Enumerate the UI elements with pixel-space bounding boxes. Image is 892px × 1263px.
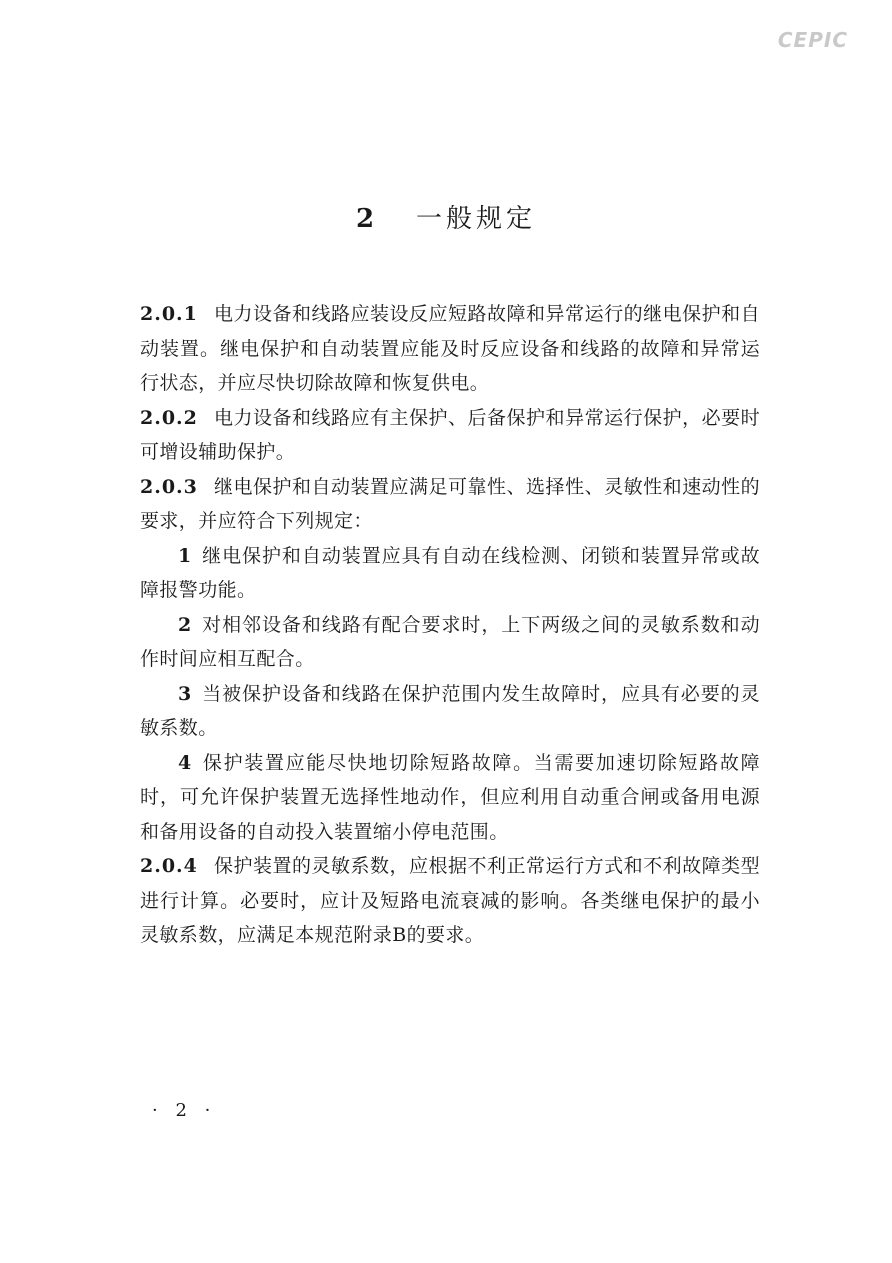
clause-2-0-1 <box>140 297 760 401</box>
page-number: · 2 · <box>152 1100 217 1121</box>
clause-2-0-2 <box>140 401 760 470</box>
list-item <box>140 539 760 608</box>
item-number: 1 <box>178 544 192 567</box>
list-item <box>140 746 760 850</box>
chapter-title-text: 一般规定 <box>416 204 537 234</box>
list-item <box>140 677 760 746</box>
item-number: 2 <box>178 613 192 636</box>
item-number: 4 <box>178 751 192 774</box>
item-text: 对相邻设备和线路有配合要求时，上下两级之间的灵敏系数和动作时间应相互配合。 <box>140 613 760 670</box>
item-text: 继电保护和自动装置应具有自动在线检测、闭锁和装置异常或故障报警功能。 <box>140 544 760 601</box>
clause-text: 保护装置的灵敏系数，应根据不利正常运行方式和不利故障类型进行计算。必要时，应计及短路电流衰减的影响。各类继电保护的最小灵敏系数，应满足本规范附录B的要求。 <box>140 855 760 946</box>
clause-number: 2.0.4 <box>140 855 198 877</box>
clause-text: 电力设备和线路应有主保护、后备保护和异常运行保护，必要时可增设辅助保护。 <box>140 406 760 463</box>
document-body <box>140 297 760 953</box>
clause-number: 2.0.3 <box>140 475 198 498</box>
clause-number: 2.0.2 <box>140 406 198 429</box>
clause-text: 电力设备和线路应装设反应短路故障和异常运行的继电保护和自动装置。继电保护和自动装置应能及时反应设备和线路的故障和异常运行状态，并应尽快切除故障和恢复供电。 <box>140 303 760 394</box>
clause-2-0-4 <box>140 849 760 953</box>
clause-number: 2.0.1 <box>140 303 198 325</box>
publisher-watermark: CEPIC <box>777 28 848 52</box>
item-number: 3 <box>178 682 192 705</box>
chapter-title <box>0 198 892 235</box>
list-item <box>140 608 760 677</box>
clause-2-0-3 <box>140 470 760 539</box>
item-text: 当被保护设备和线路在保护范围内发生故障时，应具有必要的灵敏系数。 <box>140 682 760 739</box>
clause-text: 继电保护和自动装置应满足可靠性、选择性、灵敏性和速动性的要求，并应符合下列规定： <box>140 475 760 532</box>
item-text: 保护装置应能尽快地切除短路故障。当需要加速切除短路故障时，可允许保护装置无选择性地动作，但应利用自动重合闸或备用电源和备用设备的自动投入装置缩小停电范围。 <box>140 751 760 843</box>
chapter-number: 2 <box>355 204 379 234</box>
